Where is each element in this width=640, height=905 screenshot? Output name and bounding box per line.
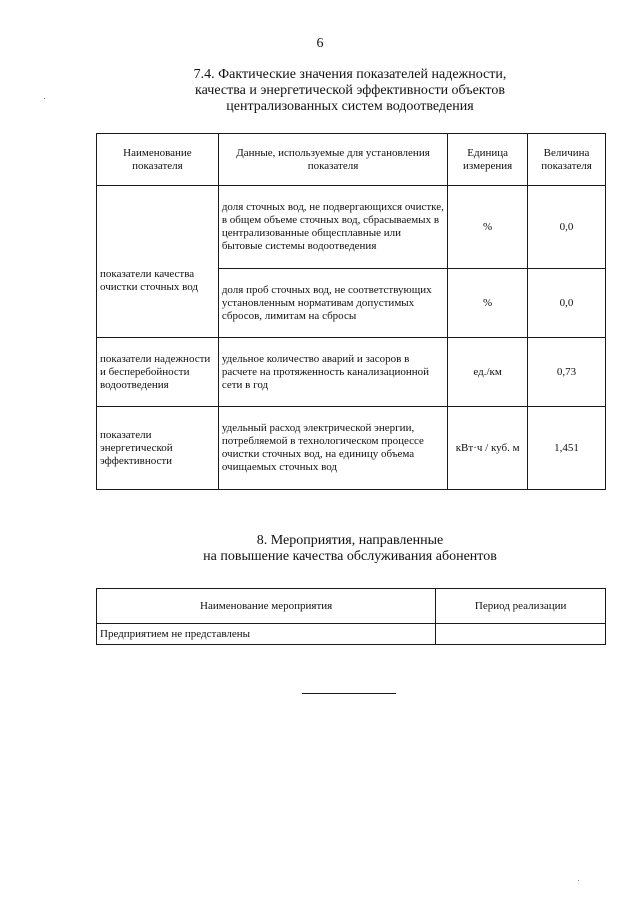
measure-name-cell: Предприятием не представлены [97, 624, 436, 645]
end-of-document-line [302, 693, 396, 694]
section-8-title-line: на повышение качества обслуживания абонентов [203, 549, 497, 564]
indicators-table [96, 133, 606, 490]
indicator-data-cell: удельный расход электрической энергии, потребляемой в технологическом процессе очистки сточных вод, на единицу объема очищаемых сточных вод [218, 407, 447, 490]
table-row [97, 407, 606, 490]
header-measure-name: Наименование мероприятия [97, 589, 436, 624]
table-row [97, 624, 606, 645]
section-8-title-line: 8. Мероприятия, направленные [256, 533, 444, 548]
measure-period-cell [436, 624, 606, 645]
header-unit: Единица измерения [448, 134, 528, 186]
header-period: Период реализации [436, 589, 606, 624]
indicator-data-cell: доля проб сточных вод, не соответствующих установленным нормативам допустимых сбросов, лимитам на сбросы [218, 269, 447, 338]
header-value: Величина показателя [528, 134, 606, 186]
indicator-data-cell: удельное количество аварий и засоров в расчете на протяженность канализационной сети в год [218, 338, 447, 407]
table-header-row [97, 134, 606, 186]
page-number: 6 [316, 36, 324, 51]
indicator-unit-cell: кВт·ч / куб. м [448, 407, 528, 490]
section-7-4-title [100, 67, 600, 115]
table-header-row [97, 589, 606, 624]
section-8-title [100, 533, 600, 565]
indicator-value-cell: 0,0 [528, 269, 606, 338]
indicator-value-cell: 0,0 [528, 186, 606, 269]
header-source-data: Данные, используемые для установления показателя [218, 134, 447, 186]
table-row [97, 186, 606, 269]
section-7-4-title-line: качества и энергетической эффективности объектов [195, 83, 505, 98]
table-row [97, 338, 606, 407]
indicator-unit-cell: ед./км [448, 338, 528, 407]
indicator-group-name: показатели энергетической эффективности [97, 407, 219, 490]
indicator-value-cell: 1,451 [528, 407, 606, 490]
header-indicator-name: Наименование показателя [97, 134, 219, 186]
indicator-group-name: показатели качества очистки сточных вод [97, 186, 219, 338]
scan-speck [578, 880, 579, 881]
measures-table [96, 588, 606, 645]
section-7-4-title-line: 7.4. Фактические значения показателей надежности, [193, 67, 507, 82]
scan-speck [44, 98, 45, 99]
section-7-4-title-line: централизованных систем водоотведения [226, 99, 474, 114]
indicator-unit-cell: % [448, 269, 528, 338]
indicator-data-cell: доля сточных вод, не подвергающихся очистке, в общем объеме сточных вод, сбрасываемых в централизованные общесплавные или бытовые системы водоотведения [218, 186, 447, 269]
indicator-value-cell: 0,73 [528, 338, 606, 407]
indicator-group-name: показатели надежности и бесперебойности водоотведения [97, 338, 219, 407]
indicator-unit-cell: % [448, 186, 528, 269]
